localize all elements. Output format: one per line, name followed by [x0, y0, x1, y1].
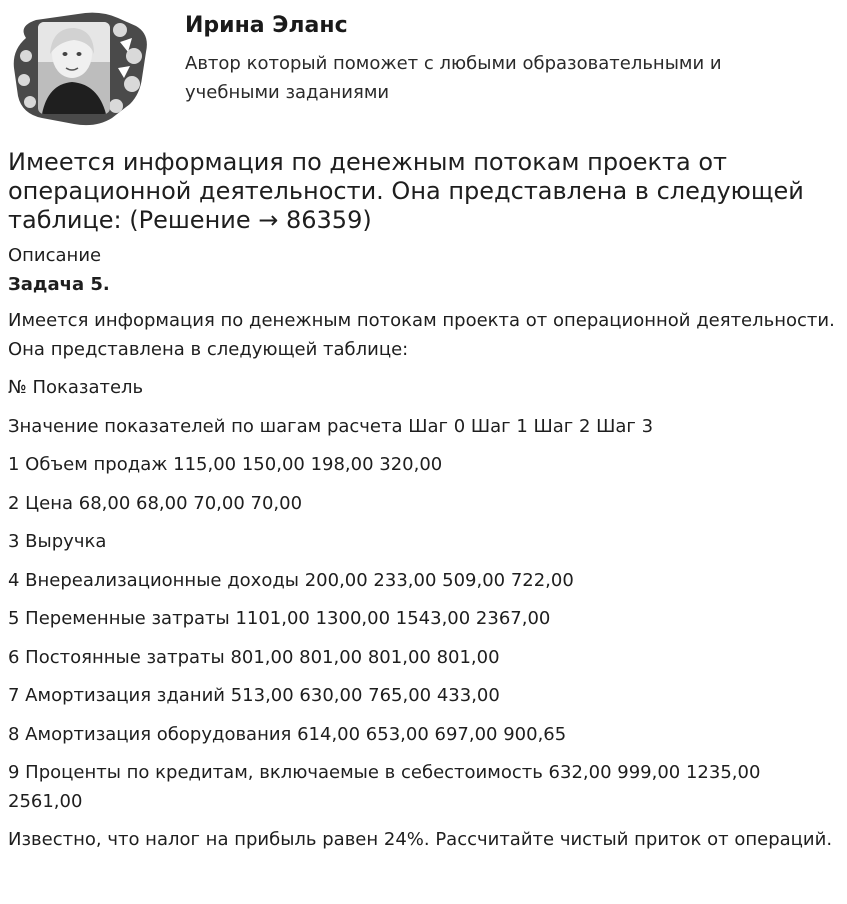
description-label: Описание — [8, 245, 102, 266]
author-card — [0, 0, 847, 140]
author-name[interactable]: Ирина Эланс — [185, 13, 348, 38]
author-avatar[interactable] — [8, 8, 150, 128]
task-intro: Имеется информация по денежным потокам проекта от операционной деятельности. Она представлена в следующей таблице: — [8, 310, 835, 360]
table-row: 9 Проценты по кредитам, включаемые в себестоимость 632,00 999,00 1235,00 2561,00 — [8, 762, 761, 812]
table-row: 5 Переменные затраты 1101,00 1300,00 1543,00 2367,00 — [8, 608, 551, 629]
table-row: 3 Выручка — [8, 531, 107, 552]
page-title: Имеется информация по денежным потокам проекта от операционной деятельности. Она представлена в следующей таблице: (Решение → 86359) — [8, 148, 804, 234]
table-row: 2 Цена 68,00 68,00 70,00 70,00 — [8, 492, 303, 514]
author-description: Автор который поможет с любыми образовательными и учебными заданиями — [185, 53, 722, 103]
table-row: 6 Постоянные затраты 801,00 801,00 801,00 801,00 — [8, 646, 500, 668]
task-content — [8, 148, 838, 863]
table-header-line: Значение показателей по шагам расчета Шаг 0 Шаг 1 Шаг 2 Шаг 3 — [8, 415, 654, 437]
task-title: Задача 5. — [8, 274, 110, 295]
table-row: 7 Амортизация зданий 513,00 630,00 765,00 433,00 — [8, 685, 500, 706]
table-header-line: № Показатель — [8, 377, 144, 398]
table-row: 8 Амортизация оборудования 614,00 653,00 697,00 900,65 — [8, 723, 567, 745]
task-conclusion: Известно, что налог на прибыль равен 24%. Рассчитайте чистый приток от операций. — [8, 829, 833, 850]
table-row: 1 Объем продаж 115,00 150,00 198,00 320,00 — [8, 454, 443, 475]
table-row: 4 Внереализационные доходы 200,00 233,00 509,00 722,00 — [8, 569, 574, 591]
